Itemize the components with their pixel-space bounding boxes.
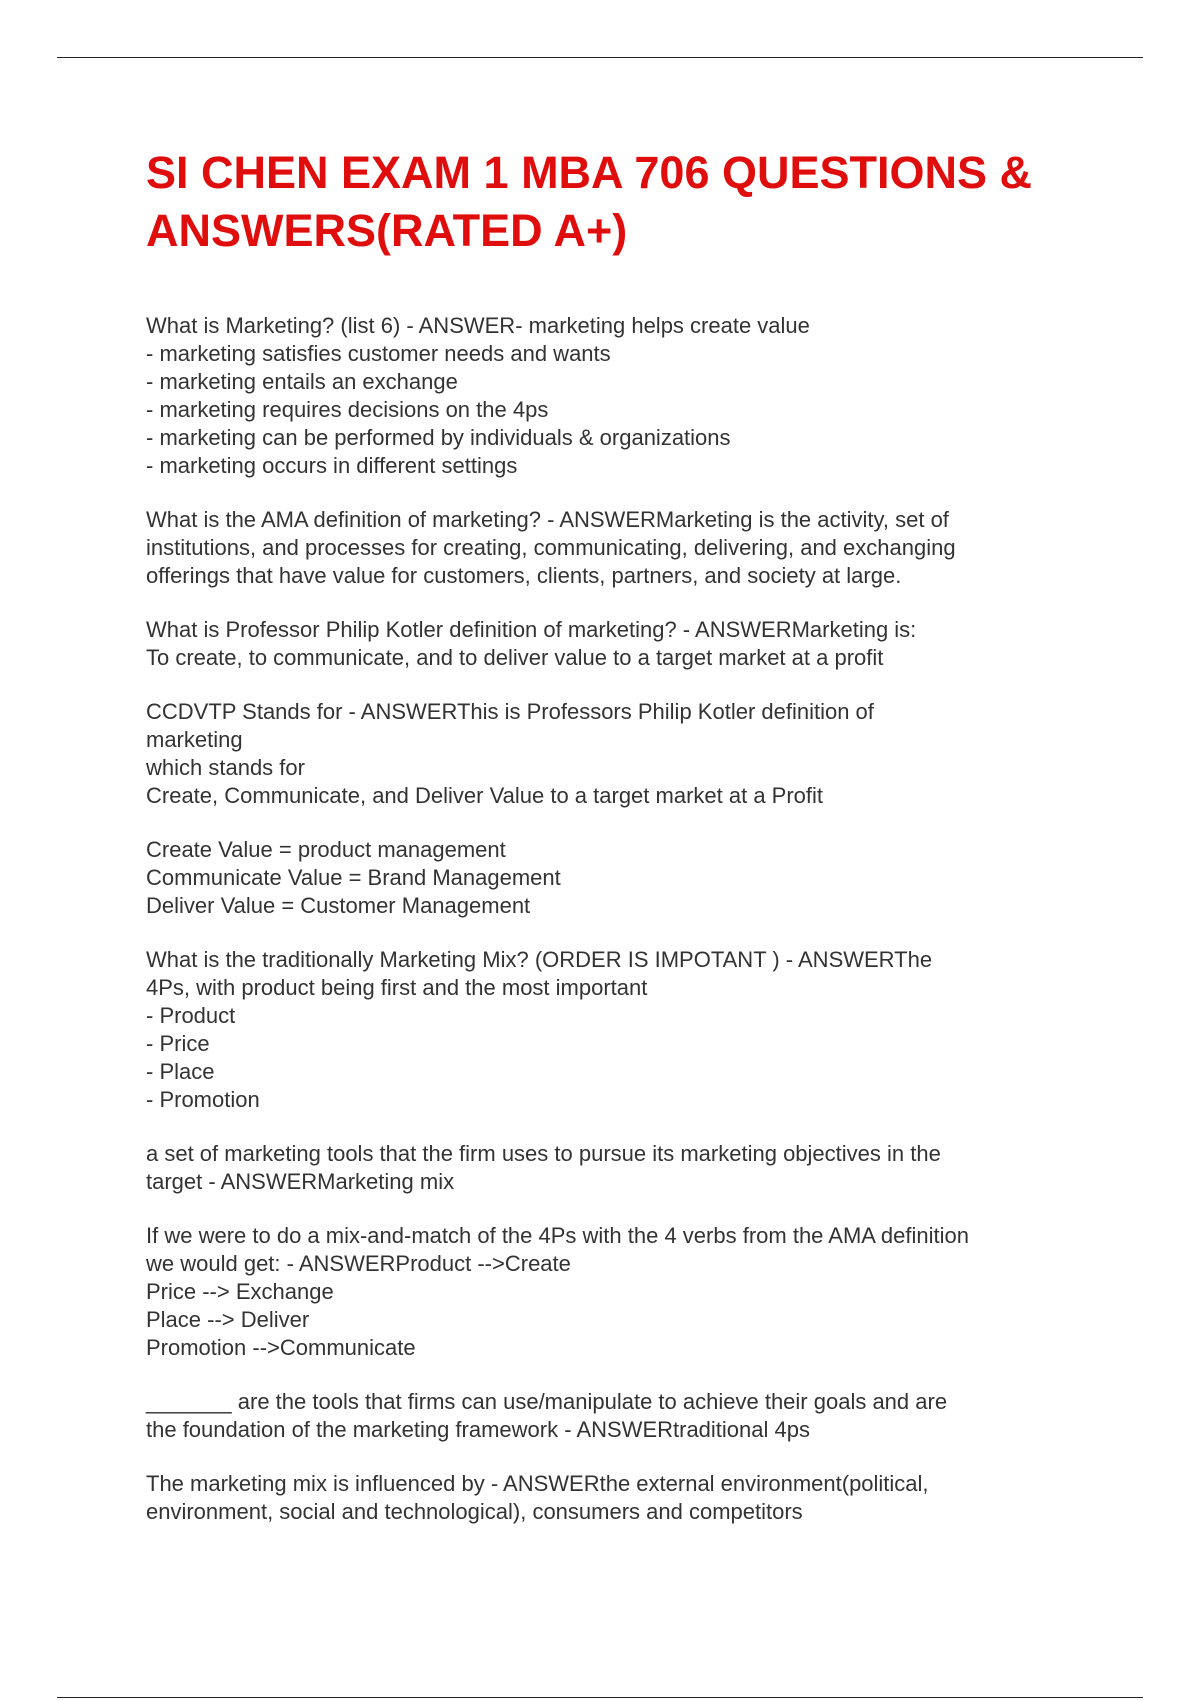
text-line: What is Professor Philip Kotler definition of marketing? - ANSWERMarketing is: — [146, 617, 917, 642]
text-line: The marketing mix is influenced by - ANSWERthe external environment(political, — [146, 1471, 929, 1496]
qa-block-ccdvtp — [146, 698, 1076, 810]
text-line: - Product — [146, 1003, 236, 1028]
text-line: To create, to communicate, and to deliver value to a target market at a profit — [146, 645, 884, 670]
text-line: offerings that have value for customers, clients, partners, and society at large. — [146, 563, 902, 588]
qa-block-marketing-list — [146, 312, 1076, 480]
qa-block-traditional-4ps — [146, 1388, 1076, 1444]
qa-block-value-management — [146, 836, 1076, 920]
text-line: the foundation of the marketing framework - ANSWERtraditional 4ps — [146, 1417, 810, 1442]
text-line: - Promotion — [146, 1087, 260, 1112]
text-line: we would get: - ANSWERProduct -->Create — [146, 1251, 571, 1276]
qa-block-kotler-definition — [146, 616, 1076, 672]
text-line: - Price — [146, 1031, 210, 1056]
text-line: - marketing satisfies customer needs and wants — [146, 341, 611, 366]
text-line: - marketing occurs in different settings — [146, 453, 518, 478]
text-line: 4Ps, with product being first and the most important — [146, 975, 648, 1000]
text-line: a set of marketing tools that the firm uses to pursue its marketing objectives in the — [146, 1141, 941, 1166]
text-line: - marketing entails an exchange — [146, 369, 458, 394]
text-line: - marketing requires decisions on the 4ps — [146, 397, 549, 422]
text-line: environment, social and technological), consumers and competitors — [146, 1499, 803, 1524]
text-line: _______ are the tools that firms can use/manipulate to achieve their goals and are — [146, 1389, 948, 1414]
text-line: which stands for — [146, 755, 305, 780]
document-title: SI CHEN EXAM 1 MBA 706 QUESTIONS & ANSWERS(RATED A+) — [146, 147, 1033, 256]
qa-block-ama-definition — [146, 506, 1076, 590]
text-line: CCDVTP Stands for - ANSWERThis is Professors Philip Kotler definition of — [146, 699, 874, 724]
text-line: - Place — [146, 1059, 215, 1084]
text-line: What is Marketing? (list 6) - ANSWER- marketing helps create value — [146, 313, 810, 338]
text-line: If we were to do a mix-and-match of the 4Ps with the 4 verbs from the AMA definition — [146, 1223, 969, 1248]
text-line: Place --> Deliver — [146, 1307, 310, 1332]
document-body — [146, 312, 1076, 1552]
text-line: target - ANSWERMarketing mix — [146, 1169, 455, 1194]
qa-block-mix-and-match — [146, 1222, 1076, 1362]
text-line: marketing — [146, 727, 243, 752]
text-line: Create, Communicate, and Deliver Value to a target market at a Profit — [146, 783, 824, 808]
text-line: Create Value = product management — [146, 837, 506, 862]
text-line: Price --> Exchange — [146, 1279, 334, 1304]
qa-block-mix-influence — [146, 1470, 1076, 1526]
text-line: Communicate Value = Brand Management — [146, 865, 561, 890]
qa-block-marketing-mix — [146, 946, 1076, 1114]
qa-block-marketing-tools — [146, 1140, 1076, 1196]
top-rule — [57, 57, 1143, 58]
text-line: - marketing can be performed by individuals & organizations — [146, 425, 731, 450]
text-line: Promotion -->Communicate — [146, 1335, 416, 1360]
text-line: Deliver Value = Customer Management — [146, 893, 531, 918]
text-line: What is the traditionally Marketing Mix? (ORDER IS IMPOTANT ) - ANSWERThe — [146, 947, 933, 972]
text-line: institutions, and processes for creating, communicating, delivering, and exchanging — [146, 535, 956, 560]
bottom-rule — [57, 1697, 1143, 1698]
text-line: What is the AMA definition of marketing? - ANSWERMarketing is the activity, set of — [146, 507, 949, 532]
